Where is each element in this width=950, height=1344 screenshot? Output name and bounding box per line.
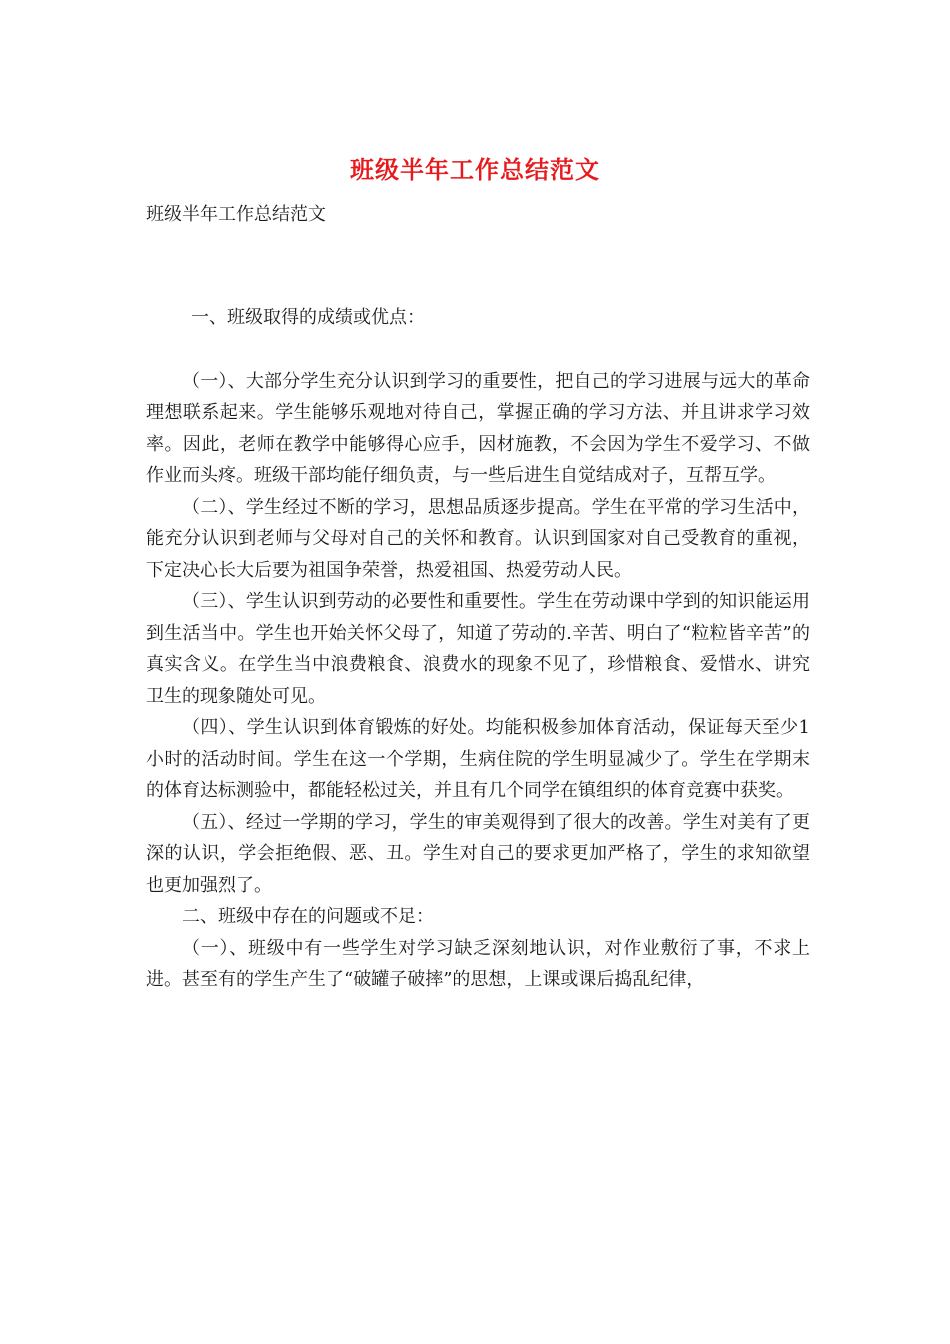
paragraph-2: （二）、学生经过不断的学习，思想品质逐步提高。学生在平常的学习生活中，能充分认识到老师与父母对自己的关怀和教育。认识到国家对自己受教育的重视，下定决心长大后要为祖国争荣誉，热爱祖国、热爱劳动人民。 [146, 496, 810, 581]
paragraph-5: （五）、经过一学期的学习，学生的审美观得到了很大的改善。学生对美有了更深的认识，学会拒绝假、恶、丑。学生对自己的要求更加严格了，学生的求知欲望也更加强烈了。 [146, 811, 810, 896]
document-title: 班级半年工作总结范文 [350, 155, 600, 184]
section-heading-problems: 二、班级中存在的问题或不足： [182, 906, 434, 927]
paragraph-3: （三）、学生认识到劳动的必要性和重要性。学生在劳动课中学到的知识能运用到生活当中。学生也开始关怀父母了，知道了劳动的.辛苦、明白了“粒粒皆辛苦”的真实含义。在学生当中浪费粮食、浪费水的现象不见了，珍惜粮食、爱惜水、讲究卫生的现象随处可见。 [146, 591, 810, 707]
document-subtitle: 班级半年工作总结范文 [146, 204, 326, 225]
document-body [146, 302, 810, 996]
paragraph-6: （一）、班级中有一些学生对学习缺乏深刻地认识，对作业敷衍了事，不求上进。甚至有的学生产生了“破罐子破摔”的思想，上课或课后捣乱纪律， [146, 937, 810, 990]
paragraph-gap [146, 334, 810, 366]
paragraph-1: （一）、大部分学生充分认识到学习的重要性，把自己的学习进展与远大的革命理想联系起来。学生能够乐观地对待自己，掌握正确的学习方法、并且讲求学习效率。因此，老师在教学中能够得心应手，因材施教，不会因为学生不爱学习、不做作业而头疼。班级干部均能仔细负责，与一些后进生自觉结成对子，互帮互学。 [146, 370, 810, 486]
section-heading-achievements: 一、班级取得的成绩或优点： [191, 307, 425, 328]
paragraph-4: （四）、学生认识到体育锻炼的好处。均能积极参加体育活动，保证每天至少1小时的活动时间。学生在这一个学期，生病住院的学生明显减少了。学生在学期末的体育达标测验中，都能轻松过关，并且有几个同学在镇组织的体育竞赛中获奖。 [146, 717, 810, 801]
